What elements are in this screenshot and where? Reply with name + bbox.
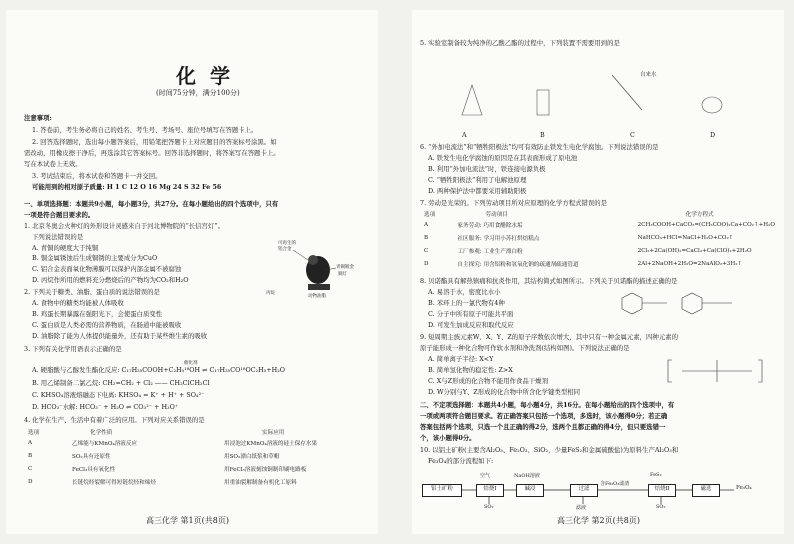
option-d: D. 油脂除了能为人体提供能量外，还有助于某些维生素的吸收 [32, 332, 208, 340]
option-b: B. 用乙烯制备二氯乙烷: CH₂=CH₂ + Cl₂ —— CH₂ClCH₂Cl [32, 379, 210, 387]
table-row [26, 462, 366, 475]
table-cell: B [28, 452, 33, 459]
notice-line: 写在本试卷上无效。 [24, 160, 82, 168]
flow-step: 磁选 [692, 484, 720, 497]
table-row [26, 436, 366, 449]
table-cell: NaHCO₃+HCl=NaCl+H₂O+CO₂↑ [637, 234, 734, 241]
flow-step: 碱浸 [516, 484, 544, 497]
question-1: 1. 北京冬奥会火种灯的外形设计灵感来自于河北博物院的“长信宫灯”。 [24, 222, 224, 230]
table-cell: 2CH₃COOH+CaCO₃=(CH₃COO)₂Ca+CO₂↑+H₂O [637, 221, 775, 228]
lab-apparatus-icon [442, 65, 742, 123]
question-3: 3. 下列有关化学用语表示正确的是 [24, 345, 122, 353]
section-heading: 一、单项选择题：本题共9小题，每小题3分，共27分。在每小题给出的四个选项中，只有 [24, 200, 279, 208]
table-cell: 工厂参观: 工业生产漂白粉 [457, 248, 523, 255]
option-a: A. 青铜的硬度大于纯铜 [32, 244, 99, 252]
page-footer: 高三化学 第1页(共8页) [146, 516, 229, 525]
flow-label: NaOH溶液 [514, 473, 540, 479]
table-cell: B [424, 234, 429, 241]
table-cell: D [28, 478, 33, 485]
table-row [422, 257, 777, 270]
apparatus-figures [442, 65, 742, 123]
table-cell: A [28, 439, 33, 446]
table-row [422, 231, 777, 244]
figure-label: 铜灯 [338, 272, 347, 277]
option-c: C. 铝合金表面氧化物薄膜可以保护内部金属不被腐蚀 [32, 265, 182, 273]
flow-label: SO₂ [656, 504, 666, 510]
table-cell: 家务劳动: 巧用食醋除水垢 [457, 222, 523, 229]
table-header: 化学方程式 [685, 212, 714, 218]
table-header: 实际应用 [262, 430, 285, 436]
option-a: A. 食物中的糖类均能被人体吸收 [32, 299, 124, 307]
table-cell: 乙烯能与KMnO₄溶液反应 [72, 440, 138, 447]
q7-table [422, 210, 777, 270]
table-cell: FeCl₃具有氧化性 [72, 466, 116, 473]
option-a: A. 硬脂酸与乙醇发生酯化反应: C₁₇H₃₅COOH+C₂H₅¹⁸OH ⇌ C₁₇H₃₅CO¹⁸OC₂H₅+H₂O [32, 366, 286, 374]
q4-table [26, 428, 366, 488]
option-c: C. KHSO₄溶液熔融态下电离: KHSO₄ = K⁺ + H⁺ + SO₄²⁻ [32, 391, 205, 399]
notice-line: 3. 考试结束后，将本试卷和答题卡一并交回。 [32, 172, 162, 180]
atomic-masses: 可能用到的相对原子质量: H 1 C 12 O 16 Mg 24 S 32 Fe 56 [32, 183, 222, 191]
table-cell: A [424, 221, 429, 228]
flow-step: 焙烧Ⅰ [476, 484, 504, 497]
palace-lamp-figure [258, 238, 358, 300]
table-cell: D [424, 260, 429, 267]
exam-page-2 [412, 10, 784, 534]
option-label: D [710, 131, 716, 139]
table-header: 化学性质 [90, 430, 113, 436]
option-a: A. 易溶于水，密度比水小 [428, 288, 501, 296]
benorilate-structure [602, 290, 772, 320]
flow-label: SO₂ [484, 504, 494, 510]
table-header: 劳动项目 [485, 212, 508, 218]
table-cell: 社区服务: 学习用小苏打烘焙糕点 [457, 235, 540, 242]
exam-duration: (时间75分钟，满分100分) [156, 89, 240, 97]
table-cell: C [424, 247, 429, 254]
table-cell: SO₂具有还原性 [72, 453, 111, 460]
figure-label: 青铜镀金 [336, 265, 354, 270]
page-footer: 高三化学 第2页(共8页) [557, 516, 640, 525]
table-cell: 2Al+2NaOH+2H₂O=2NaAlO₂+3H₂↑ [637, 260, 743, 267]
question-10: 10. 以铝土矿粉(主要含Al₂O₃、Fe₂O₃、SiO₂，少量FeS₂和金属硫酸盐)为原料生产Al₂O₃和 [420, 446, 679, 454]
question-9: 9. 短周期主族元素W、X、Y、Z的原子序数依次增大，其中只有一种金属元素，四种元素的 [420, 333, 678, 341]
process-flowchart [412, 468, 784, 512]
table-cell: 2Cl₂+2Ca(OH)₂=CaCl₂+Ca(ClO)₂+2H₂O [637, 247, 752, 254]
question-7: 7. 劳动是光荣的。下列劳动项目所对应原理的化学方程式错误的是 [420, 199, 608, 207]
figure-label: 丙烷 [266, 291, 275, 296]
flow-label: FeS₂ [650, 472, 662, 478]
option-a: A. 铁发生电化学腐蚀的原因是在其表面形成了原电池 [428, 154, 578, 162]
option-label: C [630, 131, 635, 139]
flow-product: Fe₃O₄ [736, 485, 752, 491]
question-5: 5. 实验室制备较为纯净的乙酸乙酯的过程中，下列装置不需要用到的是 [420, 39, 620, 47]
question-text: 原子能形成一种化合物可作软水剂和净洗剂(结构如图)。下列说法正确的是 [420, 344, 630, 352]
option-d: D. W分别与Y、Z形成的化合物中所含化学键类型相同 [428, 388, 580, 396]
option-c: C. “牺牲阳极法”利用了电解池原理 [428, 176, 527, 184]
table-header-row [422, 210, 777, 218]
question-text: 下列说法错误的是 [32, 233, 84, 241]
table-header-row [26, 428, 366, 436]
question-8: 8. 贝诺酯具有解热镇痛和抗炎作用，其结构简式如图所示。下列关于贝诺酯的描述正确的是 [420, 277, 678, 285]
option-b: B. 铜金属锈蚀后生成铜锈的主要成分为CuO [32, 254, 158, 262]
question-2: 2. 下列关于糖类、油脂、蛋白质的说法错误的是 [24, 288, 160, 296]
table-row [26, 449, 366, 462]
apparatus-label: 自来水 [640, 72, 657, 78]
option-d: D. 可发生加成反应和取代反应 [428, 321, 514, 329]
question-4: 4. 化学在生产、生活中有着广泛的应用。下列对应关系错误的是 [24, 416, 205, 424]
figure-label: 可再生的 [278, 241, 296, 246]
table-header: 选项 [424, 212, 436, 218]
option-b: B. 鸡蛋长期暴露在强阳光下，会使蛋白质变性 [32, 310, 163, 318]
flow-step: 过滤 [570, 484, 598, 497]
exam-page-1 [6, 10, 378, 534]
option-d: D. 两种保护法中都要采用辅助阳极 [428, 187, 527, 195]
table-cell: C [28, 465, 33, 472]
option-b: B. 利用“外加电流法”时，铁连接电源负极 [428, 165, 546, 173]
flow-step: 铝土矿粉 [422, 484, 462, 497]
notice-line: 需改动，用橡皮擦干净后，再选涂其它答案标号。回答非选择题时，将答案写在答题卡上。 [24, 149, 280, 157]
option-c: C. 蛋白质是人类必需的营养物质，在肠道中能被吸收 [32, 321, 182, 329]
flow-label: 空气 [480, 473, 491, 479]
table-cell: 长链烷烃裂解可得短链烷烃和烯烃 [72, 479, 156, 486]
flow-step: 焙烧Ⅱ [648, 484, 676, 497]
table-cell: 用重油裂解制备有机化工原料 [224, 479, 297, 486]
table-cell: 自主探究: 用含铝粉和氢氧化钠的疏通剂疏通管道 [457, 261, 579, 268]
notice-line: 2. 回答选择题时，选出每小题答案后，用铅笔把答题卡上对应题目的答案标号涂黑。如 [32, 138, 277, 146]
table-cell: 用FeCl₃溶液刻蚀铜制印刷电路板 [224, 466, 307, 473]
option-c: C. X与Z形成的化合物不能用作食品干燥剂 [428, 377, 548, 385]
option-d: D. HCO₃⁻水解: HCO₃⁻ + H₂O ⇌ CO₃²⁻ + H₃O⁺ [32, 403, 179, 411]
question-text: Fe₃O₄的部分流程如下: [428, 457, 494, 465]
section-heading: 个，该小题得0分。 [420, 434, 476, 442]
structure-formula-icon [662, 354, 772, 388]
table-row [422, 244, 777, 257]
section-heading: 一项或两项符合题目要求。若正确答案只包括一个选项，多选时，该小题得0分；若正确 [420, 412, 668, 420]
table-row [26, 475, 366, 488]
notice-line: 1. 答卷前，考生务必将自己的姓名、考生号、考场号、座位号填写在答题卡上。 [32, 126, 258, 134]
structure-formula-icon [602, 290, 772, 320]
section-heading: 一项是符合题目要求的。 [24, 211, 95, 219]
reaction-condition: 催化剂 [184, 361, 198, 366]
table-header: 选项 [28, 430, 40, 436]
notice-heading: 注意事项: [24, 114, 52, 122]
flow-label: 滤液 [576, 505, 587, 511]
flow-label: 含Fe₂O₃滤渣 [600, 481, 630, 487]
section-heading: 答案包括两个选项，只选一个且正确的得2分，选两个且都正确的得4分，但只要选错一 [420, 423, 666, 431]
page-title: 化学 [176, 64, 244, 88]
option-label: A [462, 131, 467, 139]
table-row [422, 218, 777, 231]
figure-label: 铝合金 [278, 247, 292, 252]
option-label: B [540, 131, 545, 139]
option-b: B. 苯环上的一氯代物有4种 [428, 299, 505, 307]
table-cell: 用浸泡过KMnO₄溶液的硅土保存水果 [224, 440, 318, 447]
section-heading: 二、不定项选择题：本题共4小题，每小题4分，共16分。在每小题给出的四个选项中，有 [420, 401, 675, 409]
compound-structure [662, 354, 772, 388]
option-b: B. 简单氢化物的稳定性: Z>X [428, 366, 513, 374]
option-a: A. 简单离子半径: X<Y [428, 355, 494, 363]
figure-label: 动物油脂 [308, 294, 326, 299]
flow-arrows-icon [412, 468, 784, 512]
option-c: C. 分子中所有原子可能共平面 [428, 310, 514, 318]
question-6: 6. “外加电流法”和“牺牲阳极法”均可有效防止铁发生电化学腐蚀。下列说法错误的是 [420, 143, 659, 151]
option-d: D. 丙烷作所用的燃料充分燃烧后的产物均为CO₂和H₂O [32, 276, 189, 284]
table-cell: 用SO₂漂白纸浆和草帽 [224, 453, 280, 460]
